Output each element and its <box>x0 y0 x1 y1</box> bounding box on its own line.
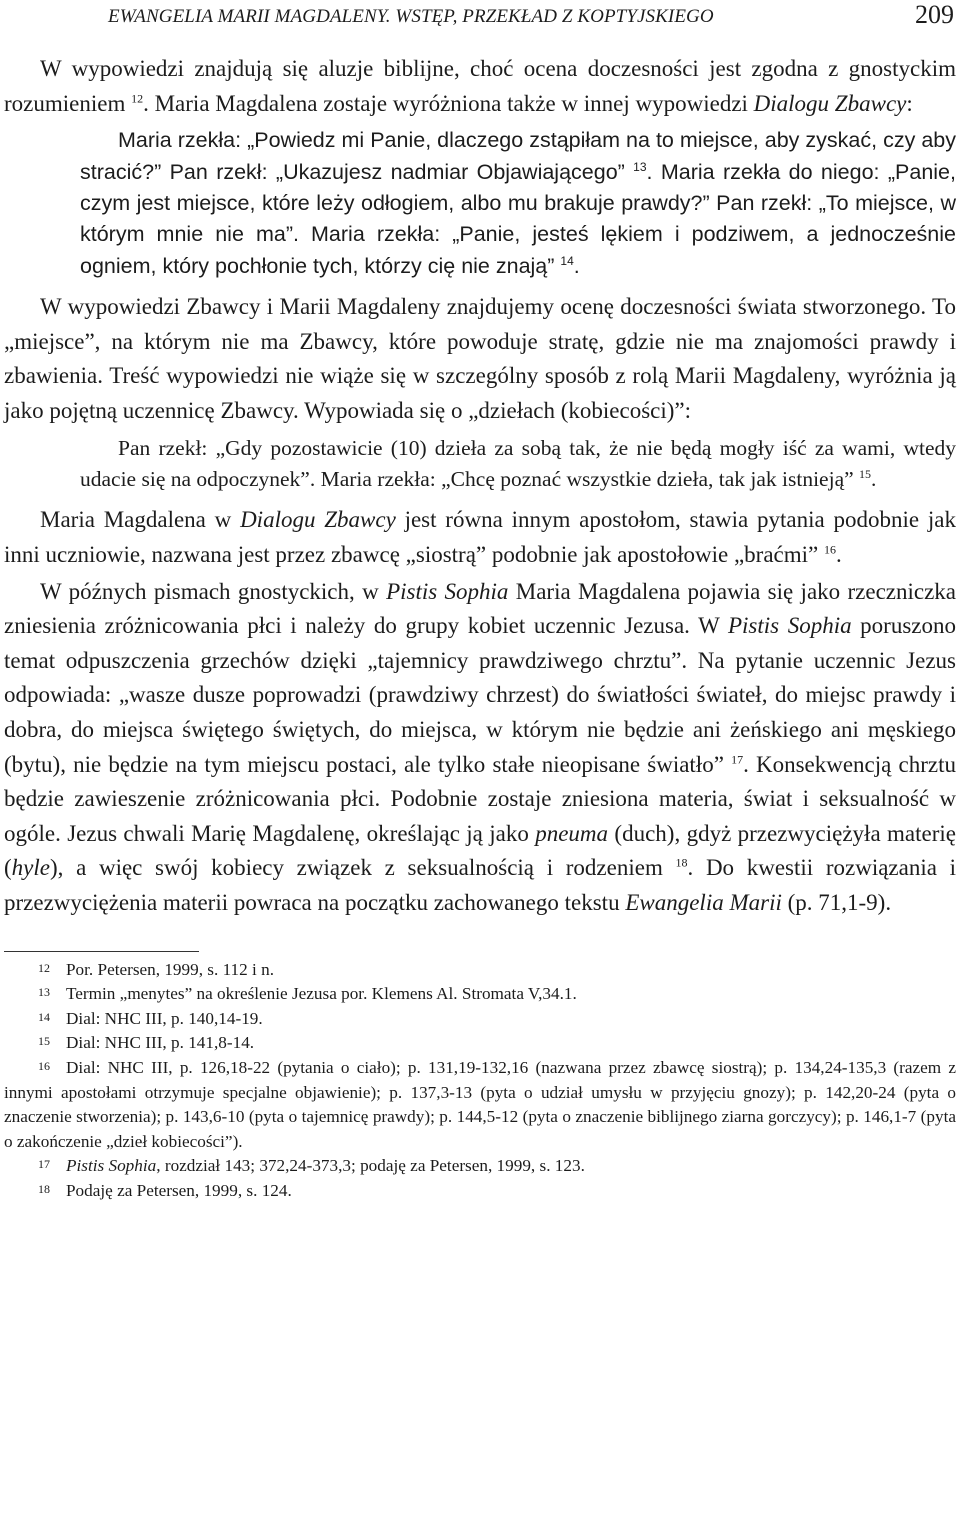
footnote-reference: 18 <box>675 855 688 870</box>
italic-text: Pistis Sophia <box>727 613 852 639</box>
footnote-text <box>42 984 577 1003</box>
text-run: Maria rzekła: „Powiedz mi Panie, dlaczego zstąpiłam na to miejsce, aby zyskać, czy aby stracić?” Pan rzekł: „Ukazujesz nadmiar Objawiającego” <box>80 128 956 184</box>
page-header <box>4 0 956 34</box>
text-run: Dial: NHC III, p. 126,18-22 (pytania o ciało); p. 131,19-132,16 (nazwana przez zbawcę siostrą); p. 134,24-135,3 (razem z innymi apostołami otrzymuje specjalne objawienie); p. 137,3-13 (pyta o udział umysłu w przyjęciu gnozy); p. 142,20-24 (pyta o znaczenie stworzenia); p. 143,6-10 (pyta o tajemnicę prawdy); p. 144,5-12 (pyta o znaczenie biblijnego ziarna gorczycy); p. 146,1-7 (pyta o zakończenie „dzieł kobiecości”). <box>4 1057 956 1151</box>
body-paragraph <box>4 52 956 121</box>
footnote-divider <box>4 951 199 952</box>
text-run: jest równa innym apostołom, stawia pytania podobnie jak inni uczniowie, nazwana jest przez zbawcę „siostrą” podobnie jak apostołowie „braćmi” <box>4 507 956 567</box>
footnote-text <box>42 1181 292 1200</box>
italic-text: Pistis Sophia <box>66 1156 157 1176</box>
italic-text: Dialogu Zbawcy <box>753 90 907 116</box>
text-run: . Maria Magdalena zostaje wyróżniona także w innej wypowiedzi <box>143 90 754 116</box>
footnote <box>4 1031 956 1056</box>
footnote-text <box>42 1033 254 1052</box>
footnote-number: 16 <box>38 1058 50 1073</box>
text-run: . <box>573 253 580 278</box>
footnote-reference: 12 <box>131 90 144 105</box>
footnote-reference: 14 <box>560 253 574 268</box>
text-run: Dial: NHC III, p. 140,14-19. <box>66 1008 263 1028</box>
block-quote <box>4 433 956 496</box>
text-run: . <box>871 467 877 491</box>
italic-text: Ewangelia Marii <box>625 889 782 915</box>
body-paragraph <box>4 503 956 572</box>
text-run: (duch), gdyż przezwyciężyła materię ( <box>4 820 956 881</box>
footnote <box>4 958 956 983</box>
text-run: . Do kwestii rozwiązania i przezwyciężenia materii powraca na początku zachowanego tekstu <box>4 855 957 915</box>
page-number: 209 <box>915 0 954 29</box>
block-quote <box>4 125 956 282</box>
footnote <box>4 1007 956 1032</box>
footnote-number: 13 <box>38 985 50 1000</box>
footnote <box>4 982 956 1007</box>
document-page <box>4 0 956 1203</box>
footnote <box>4 1154 956 1179</box>
footnote <box>4 1056 956 1154</box>
text-run: : <box>906 90 913 116</box>
footnote-number: 18 <box>38 1181 50 1196</box>
text-run: W wypowiedzi znajdują się aluzje biblijne, choć ocena doczesności jest zgodna z gnostyckim rozumieniem <box>4 56 956 116</box>
text-run: Maria Magdalena w <box>40 507 241 533</box>
footnote-reference: 16 <box>824 542 836 557</box>
text-run: Podaję za Petersen, 1999, s. 124. <box>66 1180 292 1200</box>
body-text <box>4 52 956 921</box>
italic-text: hyle <box>11 855 50 881</box>
italic-text: Dialogu Zbawcy <box>240 507 396 533</box>
footnote-number: 12 <box>38 960 50 975</box>
text-run: W późnych pismach gnostyckich, w <box>40 578 387 604</box>
text-run: . <box>836 542 842 567</box>
body-paragraph <box>4 290 956 428</box>
text-run: Termin „menytes” na określenie Jezusa por. Klemens Al. Stromata V,34.1. <box>66 984 577 1004</box>
text-run: (p. 71,1-9). <box>781 889 892 915</box>
italic-text: Pistis Sophia <box>386 578 509 604</box>
footnote-text <box>42 1156 585 1175</box>
footnote-number: 15 <box>38 1034 50 1049</box>
text-run: Maria Magdalena pojawia się jako rzeczniczka zniesienia zróżnicowania płci i należy do grupy kobiet uczennic Jezusa. W <box>4 578 957 639</box>
footnote <box>4 1179 956 1204</box>
text-run: . Konsekwencją chrztu będzie zawieszenie zróżnicowania płci. Podobnie zostaje zniesiona materia, świat i seksualność w ogóle. Jezus chwali Marię Magdalenę, określając ją jako <box>4 751 956 846</box>
text-run: W wypowiedzi Zbawcy i Marii Magdaleny znajdujemy ocenę doczesności świata stworzonego. To „miejsce”, na którym nie ma Zbawcy, które powoduje stratę, gdzie nie ma znajomości prawdy i zbawienia. Treść wypowiedzi nie wiąże się w szczególny sposób z rolą Marii Magdaleny, wyróżnia ją jako pojętną uczennicę Zbawcy. Wypowiada się o „dziełach (kobiecości)”: <box>4 294 956 423</box>
footnote-number: 17 <box>38 1157 50 1172</box>
text-run: , rozdział 143; 372,24-373,3; podaję za Petersen, 1999, s. 123. <box>156 1156 585 1176</box>
footnote-text <box>42 960 274 979</box>
text-run: Por. Petersen, 1999, s. 112 i n. <box>66 959 274 979</box>
body-paragraph <box>4 575 956 921</box>
footnote-text <box>4 1058 956 1151</box>
footnote-reference: 13 <box>633 159 647 174</box>
footnote-number: 14 <box>38 1009 50 1024</box>
text-run: Dial: NHC III, p. 141,8-14. <box>66 1033 255 1053</box>
text-run: poruszono temat odpuszczenia grzechów dzięki „tajemnicy prawdziwego chrztu”. Na pytanie uczennic Jezus odpowiada: „wasze dusze poprowadzi (prawdziwy chrzest) do światłości świateł, do miejsc prawdy i dobra, do miejsca świętego świętych, do miejsca, w którym nie będzie ani żeńskiego ani męskiego (bytu), nie będzie na tym miejscu postaci, ale tylko stałe nieopisane światło” <box>4 613 957 777</box>
running-head: EWANGELIA MARII MAGDALENY. WSTĘP, PRZEKŁAD Z KOPTYJSKIEGO <box>108 6 714 27</box>
footnotes <box>4 958 956 1204</box>
text-run: . Maria rzekła do niego: „Panie, czym jest miejsce, które leży odłogiem, albo mu brakuje prawdy?” Pan rzekł: „To miejsce, w którym mnie nie ma”. Maria rzekła: „Panie, jesteś lękiem i podziwem, a jednocześnie ogniem, który pochłonie tych, którzy cię nie znają” <box>80 159 956 278</box>
footnote-reference: 15 <box>859 466 872 481</box>
footnote-reference: 17 <box>731 751 744 766</box>
text-run: Pan rzekł: „Gdy pozostawicie (10) dzieła za sobą tak, że nie będą mogły iść za wami, wtedy udacie się na odpoczynek”. Maria rzekła: „Chcę poznać wszystkie dzieła, tak jak istnieją” <box>80 435 956 491</box>
text-run: ), a więc swój kobiecy związek z seksualnością i rodzeniem <box>49 855 676 881</box>
footnote-text <box>42 1009 263 1028</box>
italic-text: pneuma <box>535 820 609 846</box>
